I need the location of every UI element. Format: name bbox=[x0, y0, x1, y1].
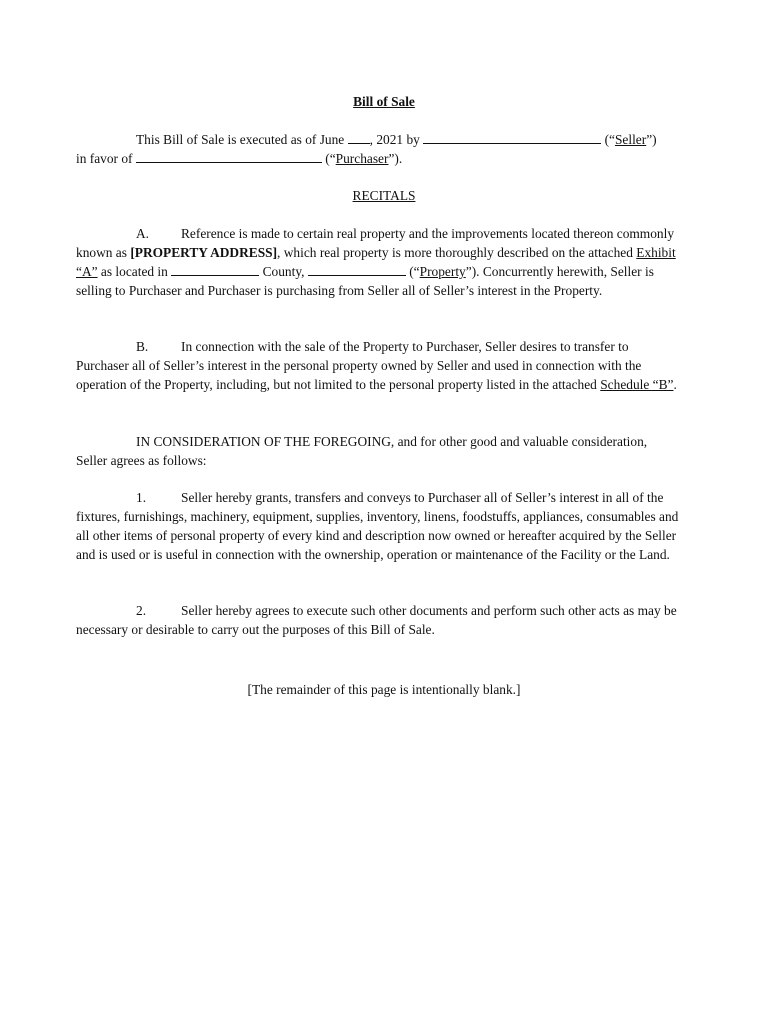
consideration-paragraph bbox=[76, 432, 680, 470]
schedule-b-ref: Schedule “B” bbox=[600, 377, 674, 392]
recital-b-label: B. bbox=[136, 339, 149, 354]
intro-line2-prefix: in favor of bbox=[76, 151, 133, 166]
seller-quote-close: ”) bbox=[646, 132, 657, 147]
recital-a-text-4: ”). Concurrently herewith, Seller is selling to Purchaser and Purchaser is purchasing from Seller all of Seller’s interest in the Property. bbox=[76, 264, 654, 298]
seller-quote-open: (“ bbox=[604, 132, 615, 147]
property-label: Property bbox=[419, 264, 466, 279]
intro-text-2: , 2021 by bbox=[369, 132, 420, 147]
exhibit-a-ref: Exhibit “A” bbox=[76, 245, 676, 279]
seller-label: Seller bbox=[614, 132, 647, 147]
purchaser-quote-open: (“ bbox=[325, 151, 336, 166]
intro-paragraph bbox=[76, 130, 680, 168]
county-label: County, bbox=[262, 264, 305, 279]
item-1-text: Seller hereby grants, transfers and conveys to Purchaser all of Seller’s interest in all of the fixtures, furnishings, machinery, equipment, supplies, inventory, linens, foodstuffs, appliances, consumables and all other items of personal property of every kind and description now owned or hereafter acquired by the Seller and is used or is useful in connection with the ownership, operation or maintenance of the Facility or the Land. bbox=[76, 490, 679, 562]
seller-name-blank bbox=[423, 131, 601, 144]
item-1-label: 1. bbox=[136, 490, 147, 505]
document-title: Bill of Sale bbox=[353, 94, 415, 109]
recitals-heading: RECITALS bbox=[352, 188, 416, 203]
recital-b bbox=[76, 337, 680, 394]
item-2-text: Seller hereby agrees to execute such other documents and perform such other acts as may be necessary or desirable to carry out the purposes of this Bill of Sale. bbox=[76, 603, 677, 637]
recital-a-text-2: , which real property is more thoroughly described on the attached bbox=[277, 245, 633, 260]
recital-a-text-1: Reference is made to certain real property and the improvements located thereon commonly known as bbox=[76, 226, 675, 260]
property-quote-open: (“ bbox=[409, 264, 420, 279]
item-2-label: 2. bbox=[136, 603, 147, 618]
intro-text-1: This Bill of Sale is executed as of June bbox=[136, 132, 345, 147]
recital-b-text-2: . bbox=[673, 377, 677, 392]
purchaser-quote-close: ”). bbox=[388, 151, 403, 166]
recital-a-label: A. bbox=[136, 226, 150, 241]
item-1 bbox=[76, 488, 680, 564]
day-blank bbox=[348, 131, 370, 144]
property-address: [PROPERTY ADDRESS] bbox=[130, 245, 278, 260]
purchaser-label: Purchaser bbox=[335, 151, 389, 166]
purchaser-name-blank bbox=[136, 150, 322, 163]
remainder-note: [The remainder of this page is intentionally blank.] bbox=[247, 682, 521, 697]
recital-a-text-3: as located in bbox=[100, 264, 168, 279]
item-2 bbox=[76, 601, 680, 639]
state-blank bbox=[308, 263, 406, 276]
county-blank bbox=[171, 263, 259, 276]
consideration-text: IN CONSIDERATION OF THE FOREGOING, and for other good and valuable consideration, Seller agrees as follows: bbox=[76, 434, 648, 468]
recital-a bbox=[76, 224, 680, 300]
recital-b-text-1: In connection with the sale of the Property to Purchaser, Seller desires to transfer to Purchaser all of Seller’s interest in the personal property owned by Seller and used in connection with the operation of the Property, including, but not limited to the personal property listed in the attached bbox=[76, 339, 642, 392]
